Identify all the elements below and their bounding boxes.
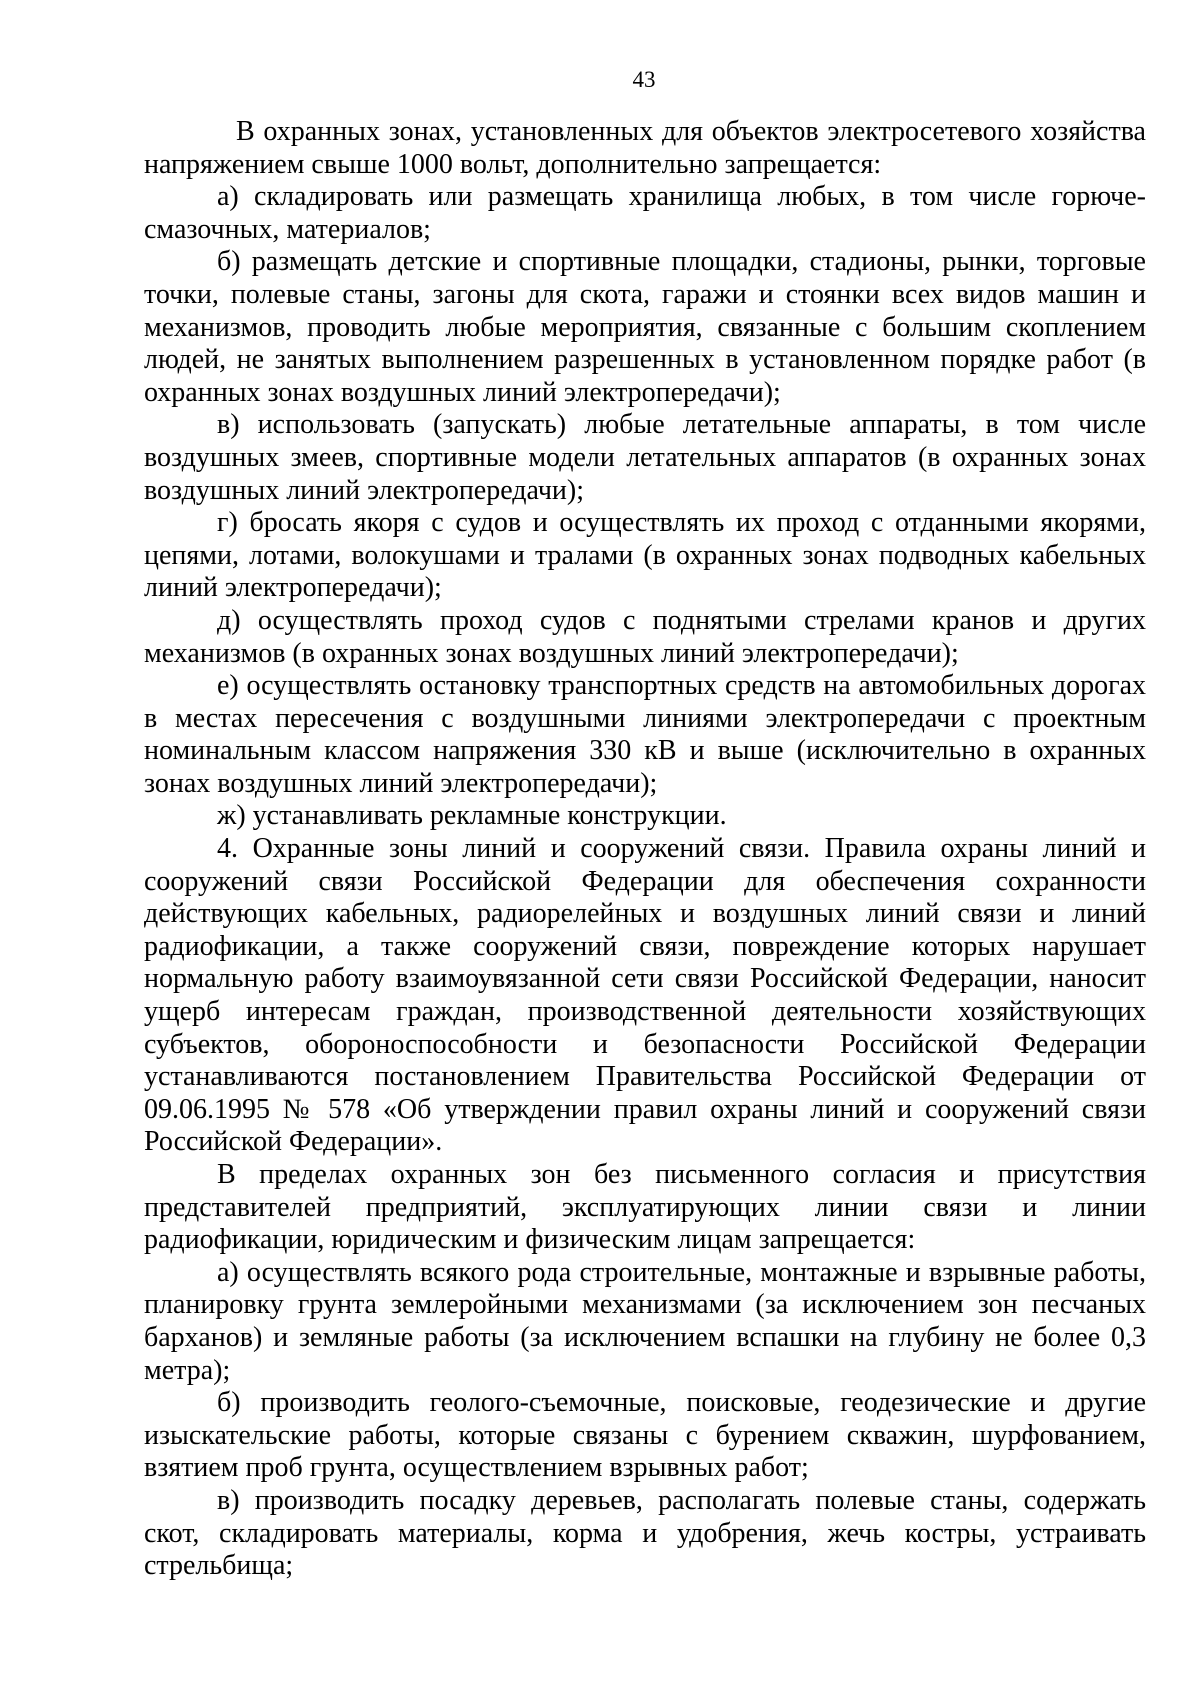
- paragraph-item-d: д) осуществлять проход судов с поднятыми стрелами кранов и других механизмов (в охранных зонах воздушных линий электропередачи);: [144, 604, 1146, 669]
- paragraph-item-g: г) бросать якоря с судов и осуществлять их проход с отданными якорями, цепями, лотами, волокушами и тралами (в охранных зонах подводных кабельных линий электропередачи);: [144, 507, 1146, 604]
- paragraph-comm-item-v: в) производить посадку деревьев, располагать полевые станы, содержать скот, складировать материалы, корма и удобрения, жечь костры, устраивать стрельбища;: [144, 1484, 1146, 1582]
- paragraph-item-zh: ж) устанавливать рекламные конструкции.: [217, 800, 727, 832]
- page-number: 43: [632, 67, 656, 92]
- paragraph-item-v: в) использовать (запускать) любые летательные аппараты, в том числе воздушных змеев, спортивные модели летательных аппаратов (в охранных зонах воздушных линий электропередачи);: [144, 409, 1146, 506]
- paragraph-item-b: б) размещать детские и спортивные площадки, стадионы, рынки, торговые точки, полевые станы, загоны для скота, гаражи и стоянки всех видов машин и механизмов, проводить любые мероприятия, связанные с большим скоплением людей, не занятых выполнением разрешенных в установленном порядке работ (в охранных зонах воздушных линий электропередачи);: [144, 246, 1146, 408]
- paragraph-intro-communications: В пределах охранных зон без письменного согласия и присутствия представителей предприятий, эксплуатирующих линии связи и линии радиофикации, юридическим и физическим лицам запрещается:: [144, 1159, 1146, 1256]
- paragraph-section-4: 4. Охранные зоны линий и сооружений связи. Правила охраны линий и сооружений связи Российской Федерации для обеспечения сохранности действующих кабельных, радиорелейных и воздушных линий связи и линий радиофикации, а также сооружений связи, повреждение которых нарушает нормальную работу взаимоувязанной сети связи Российской Федерации, наносит ущерб интересам граждан, производственной деятельности хозяйствующих субъектов, обороноспособности и безопасности Российской Федерации устанавливаются постановлением Правительства Российской Федерации от 09.06.1995 № 578 «Об утверждении правил охраны линий и сооружений связи Российской Федерации».: [144, 833, 1146, 1158]
- paragraph-comm-item-b: б) производить геолого-съемочные, поисковые, геодезические и другие изыскательские работы, которые связаны с бурением скважин, шурфованием, взятием проб грунта, осуществлением взрывных работ;: [144, 1387, 1146, 1484]
- paragraph-comm-item-a: а) осуществлять всякого рода строительные, монтажные и взрывные работы, планировку грунта землеройными механизмами (за исключением зон песчаных барханов) и земляные работы (за исключением вспашки на глубину не более 0,3 метра);: [144, 1256, 1146, 1386]
- paragraph-item-a: а) складировать или размещать хранилища любых, в том числе горюче-смазочных, материалов;: [144, 181, 1146, 245]
- document-body: [144, 116, 1146, 1583]
- paragraph-item-e: е) осуществлять остановку транспортных средств на автомобильных дорогах в местах пересечения с воздушными линиями электропередачи с проектным номинальным классом напряжения 330 кВ и выше (исключительно в охранных зонах воздушных линий электропередачи);: [144, 670, 1146, 799]
- paragraph-intro-high-voltage: В охранных зонах, установленных для объектов электросетевого хозяйства напряжением свыше 1000 вольт, дополнительно запрещается:: [144, 116, 1146, 180]
